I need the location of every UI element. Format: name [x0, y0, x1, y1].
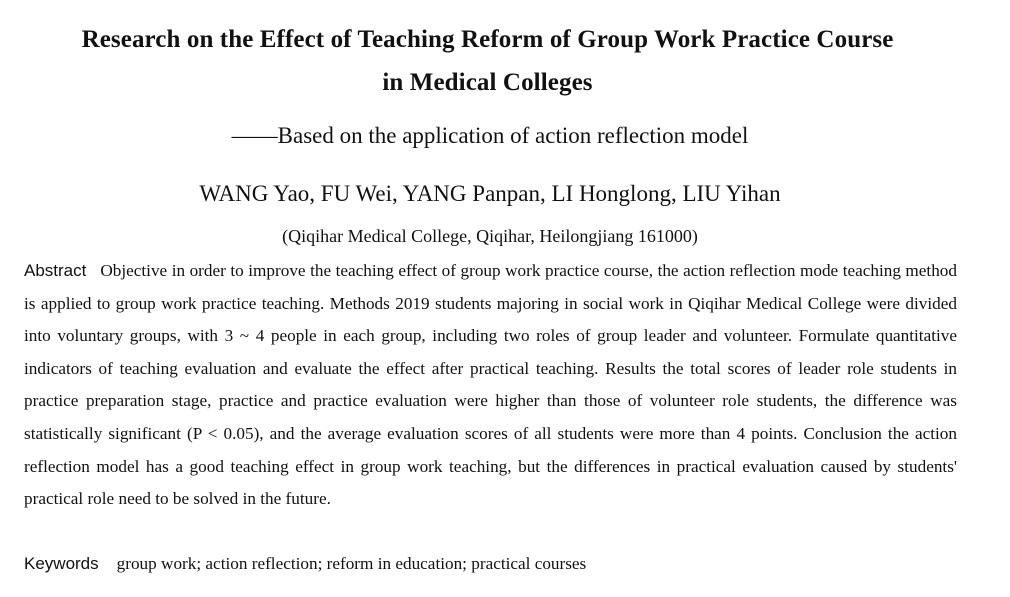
abstract-section — [24, 255, 957, 516]
keywords-section — [24, 549, 957, 579]
affiliation: (Qiqihar Medical College, Qiqihar, Heilongjiang 161000) — [282, 226, 698, 246]
paper-subtitle: ——Based on the application of action reflection model — [231, 123, 749, 148]
keywords-label: Keywords — [24, 554, 99, 573]
abstract-label: Abstract — [24, 261, 87, 280]
author-list: WANG Yao, FU Wei, YANG Panpan, LI Honglong, LIU Yihan — [199, 181, 781, 206]
paper-title-line-2: in Medical Colleges — [382, 69, 593, 96]
paper-title-line-1: Research on the Effect of Teaching Reform of Group Work Practice Course — [81, 26, 894, 53]
keywords-text: group work; action reflection; reform in education; practical courses — [116, 554, 587, 573]
abstract-text: Objective in order to improve the teaching effect of group work practice course, the action reflection mode teaching method is applied to group work practice teaching. Methods 2019 students majoring in social work in Qiqihar Medical College were divided into voluntary groups, with 3 ~ 4 people in each group, including two roles of group leader and volunteer. Formulate quantitative indicators of teaching evaluation and evaluate the effect after practical teaching. Results the total scores of leader role students in practice preparation stage, practice and practice evaluation were higher than those of volunteer role students, the difference was statistically significant (P < 0.05), and the average evaluation scores of all students were more than 4 points. Conclusion the action reflection model has a good teaching effect in group work teaching, but the differences in practical evaluation caused by students' practical role need to be solved in the future. — [24, 261, 957, 509]
